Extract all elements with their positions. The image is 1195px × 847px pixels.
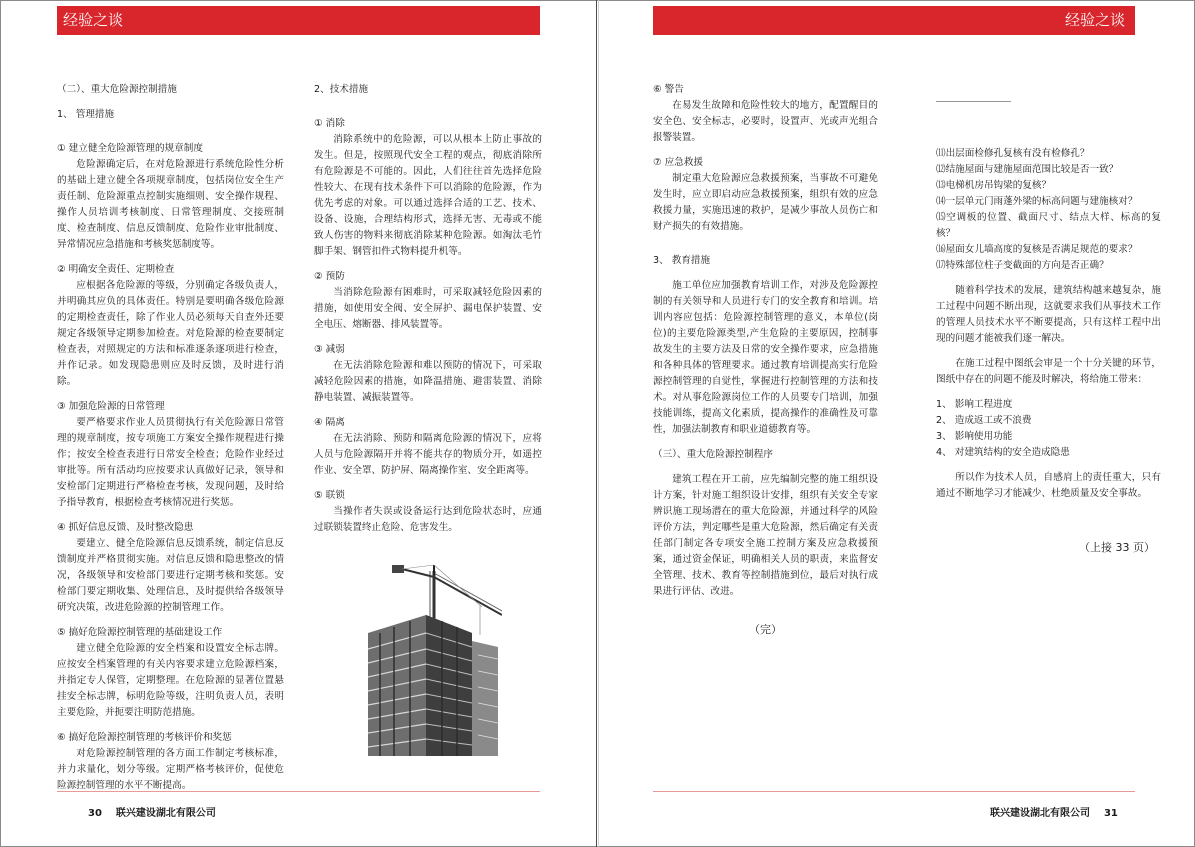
subsection-title: 2、技术措施 [314, 84, 369, 95]
left-header-title: 经验之谈 [63, 11, 124, 29]
measure-heading: ① 建立健全危险源管理的规章制度 [57, 143, 203, 154]
checklist-item: ⒁一层单元门雨蓬外梁的标高问题与建施核对？ [936, 196, 1138, 207]
technique-item [653, 155, 878, 235]
impact-item: 2、 造成返工或不浪费 [936, 415, 1032, 426]
measure-item [57, 141, 284, 253]
measure-item [57, 730, 284, 794]
measure-heading: ⑥ 搞好危险源控制管理的考核评价和奖惩 [57, 732, 232, 743]
measure-body: 应根据各危险源的等级，分别确定各级负责人，并明确其应负的具体责任。特别是要明确各级危险源的定期检查责任，除了作业人员必须每天自查外还要规定各级领导定期参加检查。对危险源的检查要制定检查表，对照规定的方法和标准逐条逐项进行检查，并作记录。如发现隐患则应及时反馈，及时进行消除。 [57, 280, 284, 387]
technique-body: 制定重大危险源应急救援预案，当事故不可避免发生时，应立即启动应急救援预案，组织有效的应急救援力量，实施迅速的救护，是减少事故人员伤亡和财产损失的有效措施。 [653, 173, 878, 232]
continued-note: （上接 33 页） [1079, 541, 1155, 554]
technique-body: 在无法消除、预防和隔离危险源的情况下，应将人员与危险源隔开并将不能共存的物质分开，如遥控作业、安全罩、防护屏、隔离操作室、安全距离等。 [314, 433, 542, 476]
measure-body: 要严格要求作业人员贯彻执行有关危险源日常管理的规章制度，按专项施工方案安全操作规程进行操作；按安全检查表进行日常安全检查；危险作业经过审批等。所有活动均应按要求认真做好记录，领导和安检部门定期进行严格检查考核，发现问题，及时给予指导教育，根据检查考核情况进行奖惩。 [57, 417, 284, 508]
checklist-item: ⒀电梯机房吊钩梁的复核？ [936, 180, 1052, 191]
construction-crane-photo [362, 563, 502, 756]
technique-heading: ⑥ 警告 [653, 84, 684, 95]
paragraph: 随着科学技术的发展，建筑结构越来越复杂，施工过程中问题不断出现，这就要求我们从事技术工作的管理人员技术水平不断要提高，只有这样工程中出现的问题才能被我们逐一解决。 [936, 285, 1161, 344]
right-footer-rule [653, 791, 1135, 792]
company-name: 联兴建设湖北有限公司 [990, 808, 1090, 819]
technique-heading: ② 预防 [314, 271, 345, 282]
technique-item [314, 488, 542, 536]
technique-heading: ④ 隔离 [314, 417, 345, 428]
right-page-column-1 [653, 82, 878, 638]
measure-item [57, 262, 284, 390]
technique-heading: ⑤ 联锁 [314, 490, 345, 501]
measure-heading: ③ 加强危险源的日常管理 [57, 401, 165, 412]
technique-body: 在易发生故障和危险性较大的地方，配置醒目的安全色、安全标志，必要时，设置声、光或声光组合报警装置。 [653, 100, 878, 143]
checklist-item: ⑾出层面检修孔复核有没有检修孔？ [936, 148, 1090, 159]
technique-heading: ③ 减弱 [314, 344, 345, 355]
checklist-item: ⒃屋面女儿墙高度的复核是否满足规范的要求？ [936, 244, 1138, 255]
measure-body: 要建立、健全危险源信息反馈系统，制定信息反馈制度并严格贯彻实施。对信息反馈和隐患整改的情况，各级领导和安检部门要进行定期考核和奖惩。安检部门要定期收集、处理信息，及时提供给各级领导研究决策，改进危险源的控制管理工作。 [57, 538, 284, 613]
procedure-body: 建筑工程在开工前，应先编制完整的施工组织设计方案，针对施工组织设计安排，组织有关安全专家辨识施工现场潜在的重大危险源，并通过科学的风险评价方法，判定哪些是重大危险源，然后确定有关责任部门制定各专项安全施工控制方案及应急救援预案，通过资金保证，明确相关人员的职责，来监督安全管理、技术、教育等控制措施到位，最后对执行成果进行评估、改进。 [653, 474, 878, 597]
page-number: 30 [88, 808, 102, 819]
technique-item [653, 82, 878, 146]
left-footer [88, 804, 216, 819]
left-page-column-2 [314, 82, 542, 536]
subsection-title: 1、 管理措施 [57, 109, 115, 120]
measure-heading: ⑤ 搞好危险源控制管理的基础建设工作 [57, 627, 223, 638]
measure-heading: ④ 抓好信息反馈、及时整改隐患 [57, 522, 194, 533]
education-body: 施工单位应加强教育培训工作，对涉及危险源控制的有关领导和人员进行专门的安全教育和培训。培训内容应包括：危险源控制管理的意义，本单位(岗位)的主要危险源类型,产生危险的主要原因，控制事故发生的主要方法及日常的安全操作要求，应急措施和各种具体的管理要求。通过教育培训提高实行危险源控制管理的自觉性，掌握进行控制管理的方法和技术。对从事危险源岗位工作的人员要专门培训，加强技能训练，提高文化素质，提高操作的准确性及可靠性，加强法制教育和职业道德教育等。 [653, 280, 878, 435]
paragraph: 在施工过程中图纸会审是一个十分关键的环节，图纸中存在的问题不能及时解决，将给施工带来： [936, 358, 1161, 385]
left-page-header [57, 6, 540, 35]
company-name: 联兴建设湖北有限公司 [115, 808, 216, 819]
technique-heading: ① 消除 [314, 118, 345, 129]
impact-item: 3、 影响使用功能 [936, 431, 1013, 442]
end-mark: （完） [749, 623, 782, 636]
subsection-title: 3、 教育措施 [653, 255, 711, 266]
paragraph: 所以作为技术人员，自感肩上的责任重大，只有通过不断地学习才能减少、杜绝质量及安全事故。 [936, 472, 1161, 499]
measure-item [57, 520, 284, 616]
right-page-header [653, 6, 1135, 35]
right-header-title: 经验之谈 [1064, 11, 1125, 29]
section-title: （三）、重大危险源控制程序 [653, 449, 773, 460]
checklist-item: ⒄特殊部位柱子变截面的方向是否正确？ [936, 260, 1109, 271]
right-page-column-2 [936, 146, 1161, 556]
technique-item [314, 342, 542, 406]
technique-item [314, 269, 542, 333]
separator-rule [936, 101, 1011, 102]
page-gutter [596, 0, 597, 847]
measure-body: 建立健全危险源的安全档案和设置安全标志牌。应按安全档案管理的有关内容要求建立危险源档案，并指定专人保管，定期整理。在危险源的显著位置悬挂安全标志牌，标明危险等级，注明负责人员，表明主要危险，并扼要注明防范措施。 [57, 643, 284, 718]
measure-body: 危险源确定后，在对危险源进行系统危险性分析的基础上建立健全各项规章制度，包括岗位安全生产责任制、危险源重点控制实施细则、安全操作规程、操作人员培训考核制度、日常管理制度、交接班制度、检查制度、信息反馈制度、危险作业审批制度、异常情况应急措施和考核奖惩制度等。 [57, 159, 284, 250]
impact-item: 1、 影响工程进度 [936, 399, 1013, 410]
left-page-column-1 [57, 82, 284, 794]
technique-body: 当消除危险源有困难时，可采取减轻危险因素的措施，如使用安全阀、安全屏护、漏电保护装置、安全电压、熔断器、排风装置等。 [314, 287, 542, 330]
technique-body: 当操作者失误或设备运行达到危险状态时，应通过联锁装置终止危险、危害发生。 [314, 506, 542, 533]
section-title: （二）、重大危险源控制措施 [57, 84, 177, 95]
left-footer-rule [57, 791, 540, 792]
technique-body: 消除系统中的危险源，可以从根本上防止事故的发生。但是，按照现代安全工程的观点，彻底消除所有危险源是不可能的。因此，人们往往首先选择危险性较大、在现有技术条件下可以消除的危险源，作为优先考虑的对象。可以通过选择合适的工艺、技术、设备、设施，合理结构形式，选择无害、无毒或不能致人伤害的物料来彻底消除某种危险源。如淘汰毛竹脚手架、钢管扣件式物料提升机等。 [314, 134, 542, 257]
right-footer [990, 804, 1118, 819]
checklist-item: ⑿结施屋面与建施屋面范围比较是否一致？ [936, 164, 1119, 175]
technique-item [314, 116, 542, 260]
checklist [936, 146, 1161, 274]
measure-body: 对危险源控制管理的各方面工作制定考核标准，并力求量化，划分等级。定期严格考核评价，促使危险源控制管理的水平不断提高。 [57, 748, 284, 791]
measure-item [57, 399, 284, 511]
impact-list [936, 397, 1161, 461]
measure-item [57, 625, 284, 721]
measure-heading: ② 明确安全责任、定期检查 [57, 264, 175, 275]
page-gutter-shadow [598, 0, 599, 847]
technique-item [314, 415, 542, 479]
technique-body: 在无法消除危险源和难以预防的情况下，可采取减轻危险因素的措施，如降温措施、避雷装置、消除静电装置、减振装置等。 [314, 360, 542, 403]
technique-heading: ⑦ 应急救援 [653, 157, 704, 168]
page-number: 31 [1103, 808, 1118, 819]
checklist-item: ⒂空调板的位置、截面尺寸、结点大样、标高的复核？ [936, 212, 1161, 239]
impact-item: 4、 对建筑结构的安全造成隐患 [936, 447, 1070, 458]
